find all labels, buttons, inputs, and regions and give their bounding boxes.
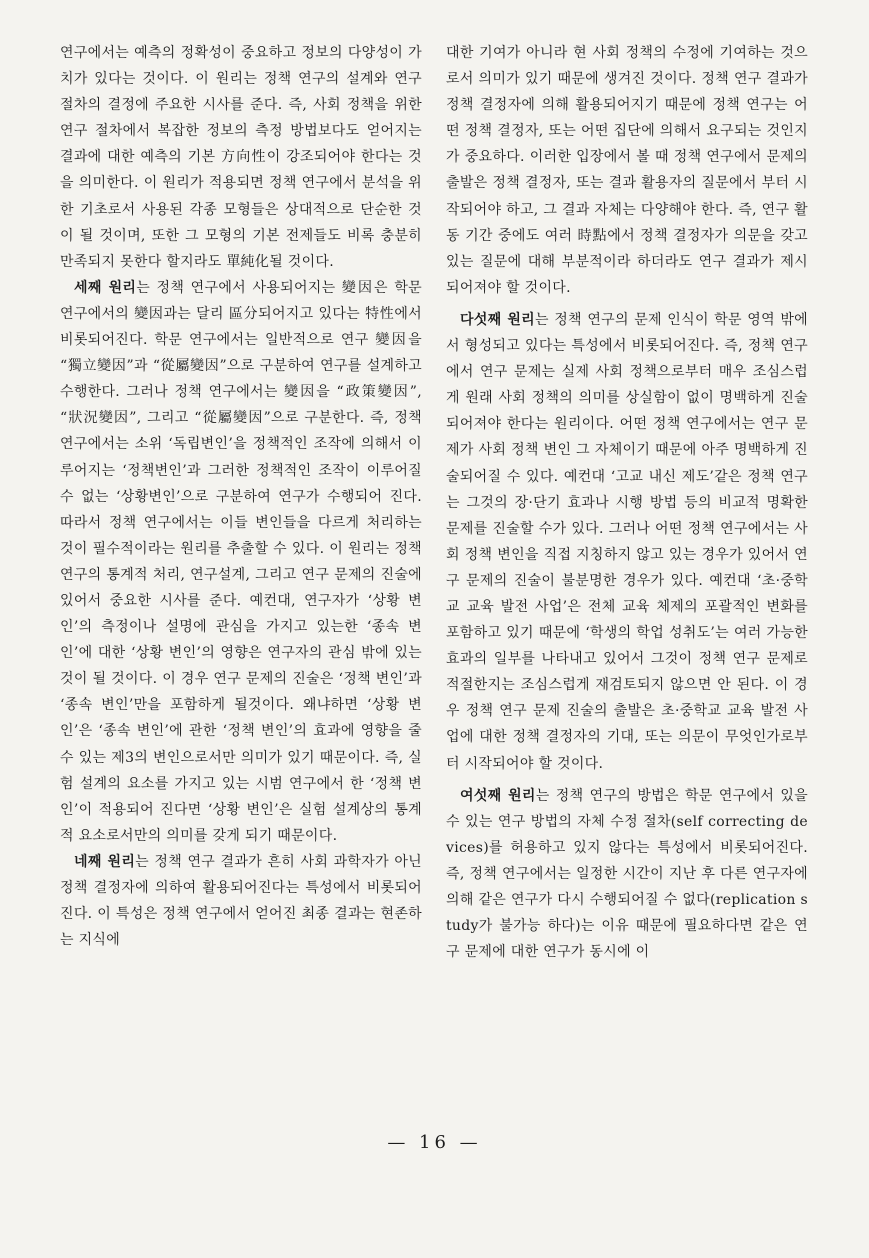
- paragraph: [60, 275, 422, 849]
- page-number: — 16 —: [387, 1132, 482, 1153]
- paragraph-text: 는 정책 연구에서 사용되어지는 變因은 학문 연구에서의 變因과는 달리 區分되어지고 있다는 特性에서 비롯되어진다. 학문 연구에서는 일반적으로 연구 變因을 “獨立變因”과 “從屬變因”으로 구분하여 연구를 설계하고 수행한다. 그러나 정책 연구에서는 變因을 “政策變因”, “狀況變因”, 그리고 “從屬變因”으로 구분한다. 즉, 정책 연구에서는 소위 ‘독립변인’을 정책적인 조작에 의해서 이루어지는 ‘정책변인’과 그러한 정책적인 조작이 이루어질 수 없는 ‘상황변인’으로 구분하여 연구가 수행되어 진다. 따라서 정책 연구에서는 이들 변인들을 다르게 처리하는 것이 필수적이라는 원리를 추출할 수 있다. 이 원리는 정책 연구의 통계적 처리, 연구설계, 그리고 연구 문제의 진술에 있어서 중요한 시사를 준다. 예컨대, 연구자가 ‘상황 변인’의 측정이나 설명에 관심을 가지고 있는한 ‘종속 변인’에 대한 ‘상황 변인’의 영향은 연구자의 관심 밖에 있는 것이 될 것이다. 이 경우 연구 문제의 진술은 ‘정책 변인’과 ‘종속 변인’만을 포함하게 될것이다. 왜냐하면 ‘상황 변인’은 ‘종속 변인’에 관한 ‘정책 변인’의 효과에 영향을 줄 수 있는 제3의 변인으로서만 의미가 있기 때문이다. 즉, 실험 설계의 요소를 가지고 있는 시범 연구에서 한 ‘정책 변인’이 적용되어 진다면 ‘상황 변인’은 실험 설계상의 통계적 요소로서만의 의미를 갖게 되기 때문이다.: [60, 279, 422, 844]
- right-column: [446, 40, 808, 965]
- principle-heading: 세째 원리: [74, 279, 137, 296]
- paragraph: [60, 849, 422, 953]
- paragraph-text: 는 정책 연구의 방법은 학문 연구에서 있을 수 있는 연구 방법의 자체 수정 절차(self correcting devices)를 허용하고 있지 않다는 특성에서 비롯되어진다. 즉, 정책 연구에서는 일정한 시간이 지난 후 다른 연구자에 의해 같은 연구가 다시 수행되어질 수 없다(replication study가 불가능 하다)는 이유 때문에 필요하다면 같은 연구 문제에 대한 연구가 동시에 이: [446, 787, 808, 961]
- paragraph: 연구에서는 예측의 정확성이 중요하고 정보의 다양성이 가치가 있다는 것이다. 이 원리는 정책 연구의 설계와 연구 절차의 결정에 주요한 시사를 준다. 즉, 사회 정책을 위한 연구 절차에서 복잡한 정보의 측정 방법보다도 얻어지는 결과에 대한 예측의 기본 方向性이 강조되어야 한다는 것을 의미한다. 이 원리가 적용되면 정책 연구에서 분석을 위한 기초로서 사용된 각종 모형들은 상대적으로 단순한 것이 될 것이며, 또한 그 모형의 기본 전제들도 비록 충분히 만족되지 못한다 할지라도 單純化될 것이다.: [60, 45, 422, 270]
- principle-heading: 다섯째 원리: [460, 311, 535, 328]
- paragraph-text: 는 정책 연구 결과가 흔히 사회 과학자가 아닌 정책 결정자에 의하여 활용되어진다는 특성에서 비롯되어진다. 이 특성은 정책 연구에서 얻어진 최종 결과는 현존하는 지식에: [60, 853, 422, 949]
- paragraph: 대한 기여가 아니라 현 사회 정책의 수정에 기여하는 것으로서 의미가 있기 때문에 생겨진 것이다. 정책 연구 결과가 정책 결정자에 의해 활용되어지기 때문에 정책 연구는 어떤 정책 결정자, 또는 어떤 집단에 의해서 요구되는 것인지가 중요하다. 이러한 입장에서 볼 때 정책 연구에서 문제의 출발은 정책 결정자, 또는 결과 활용자의 질문에서 부터 시작되어야 하고, 그 결과 자체는 다양해야 한다. 즉, 연구 활동 기간 중에도 여러 時點에서 정책 결정자가 의문을 갖고 있는 질문에 대해 부분적이라 하더라도 연구 결과가 제시되어져야 할 것이다.: [446, 45, 808, 296]
- left-column: [60, 40, 422, 953]
- paragraph: [446, 783, 808, 966]
- paragraph: [446, 307, 808, 777]
- principle-heading: 여섯째 원리: [460, 787, 536, 804]
- paragraph-text: 는 정책 연구의 문제 인식이 학문 영역 밖에서 형성되고 있다는 특성에서 비롯되어진다. 즉, 정책 연구에서 연구 문제는 실제 사회 정책으로부터 매우 조심스럽게 원래 사회 정책의 의미를 상실함이 없이 명백하게 진술되어져야 한다는 원리이다. 어떤 정책 연구에서는 연구 문제가 사회 정책 변인 그 자체이기 때문에 아주 명백하게 진술되어질 수 있다. 예컨대 ‘고교 내신 제도’같은 정책 연구는 그것의 장·단기 효과나 시행 방법 등의 비교적 명확한 문제를 진술할 수가 있다. 그러나 어떤 정책 연구에서는 사회 정책 변인을 직접 지칭하지 않고 있는 경우가 있어서 연구 문제의 진술이 불분명한 경우가 있다. 예컨대 ‘초·중학교 교육 발전 사업’은 전체 교육 체제의 포괄적인 변화를 포함하고 있기 때문에 ‘학생의 학업 성취도’는 여러 가능한 효과의 일부를 나타내고 있어서 그것이 정책 연구 문제로 적절한지는 조심스럽게 재검토되지 않으면 안 된다. 이 경우 정책 연구 문제 진술의 출발은 초·중학교 교육 발전 사업에 대한 정책 결정자의 기대, 또는 의문이 무엇인가로부터 시작되어야 할 것이다.: [446, 311, 809, 772]
- principle-heading: 네째 원리: [74, 853, 136, 870]
